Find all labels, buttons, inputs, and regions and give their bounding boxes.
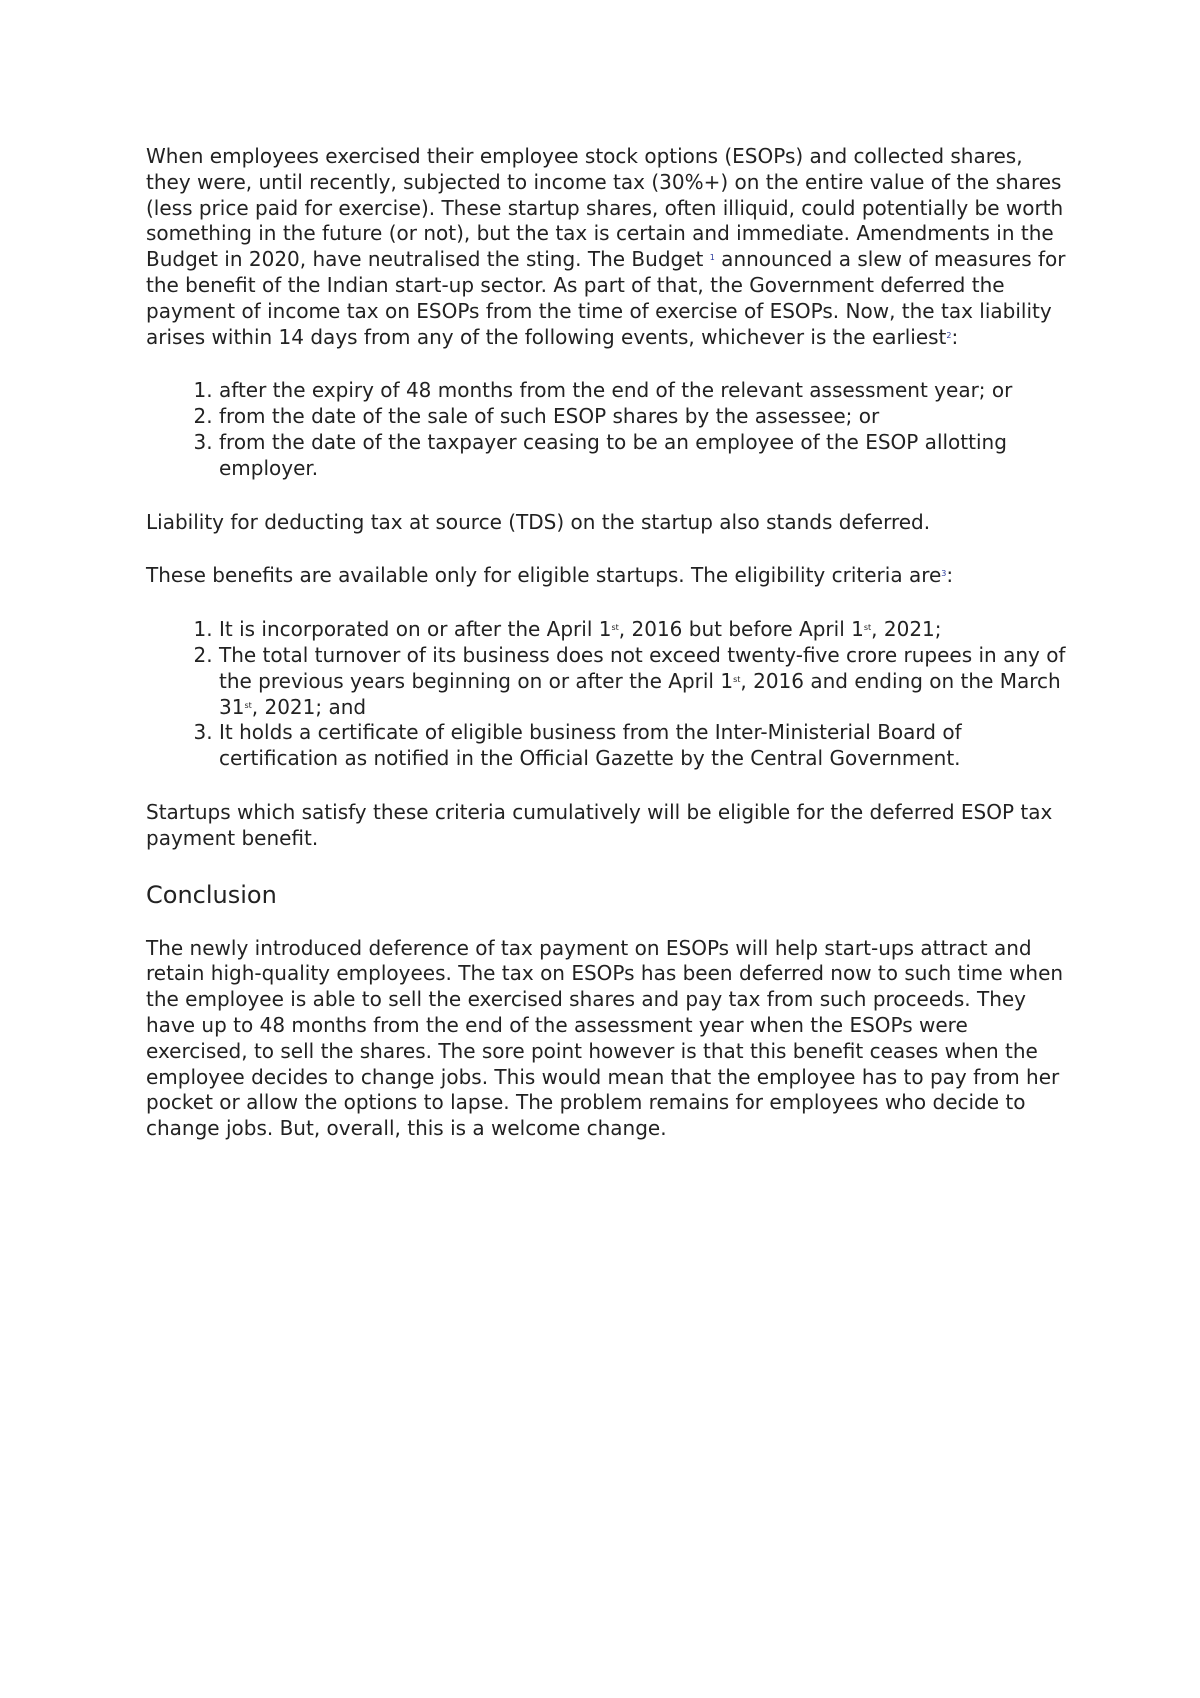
list-item: 1. after the expiry of 48 months from the end of the relevant assessment year; or [219,378,1071,404]
eligibility-criteria-list [146,617,1071,772]
list-item: 3. It holds a certificate of eligible business from the Inter-Ministerial Board of certification as notified in the Official Gazette by the Central Government. [219,720,1071,772]
criteria-1-text-a: It is incorporated on or after the April 1 [219,617,612,642]
conclusion-heading: Conclusion [146,880,277,909]
tax-events-list [146,378,1071,481]
list-item [219,643,1071,720]
list-item: 2. from the date of the sale of such ESOP shares by the assessee; or [219,404,1071,430]
list-item [219,617,1071,643]
startups-paragraph: Startups which satisfy these criteria cumulatively will be eligible for the deferred ESOP tax payment benefit. [146,799,1053,850]
conclusion-paragraph: The newly introduced deference of tax payment on ESOPs will help start-ups attract and retain high-quality employees. The tax on ESOPs has been deferred now to such time when the employee is able to sell the exercised shares and pay tax from such proceeds. They have up to 48 months from the end of the assessment year when the ESOPs were exercised, to sell the shares. The sore point however is that this benefit ceases when the employee decides to change jobs. This would mean that the employee has to pay from her pocket or allow the options to lapse. The problem remains for employees who decide to change jobs. But, overall, this is a welcome change. [146,935,1064,1141]
eligibility-intro-paragraph [146,563,1071,589]
intro-text-part1: When employees exercised their employee stock options (ESOPs) and collected shares, they were, until recently, subjected to income tax (30%+) on the entire value of the shares (less price paid for exercise). These startup shares, often illiquid, could potentially be worth something in the future (or not), but the tax is certain and immediate. Amendments in the Budget in 2020, have neutralised the sting. The Budget [146,144,1064,272]
intro-text-part3: : [951,324,959,349]
list-item: 3. from the date of the taxpayer ceasing to be an employee of the ESOP allotting employer. [219,430,1071,482]
ordinal-suffix: st [863,623,872,633]
ordinal-suffix: st [733,674,741,684]
ordinal-suffix: st [611,623,619,633]
criteria-2-text-b: , 2016 and ending on the March 31 [219,668,1061,719]
criteria-1-text-c: , 2021; [871,617,942,642]
intro-text-part2: announced a slew of measures for the benefit of the Indian start-up sector. As part of that, the Government deferred the payment of income tax on ESOPs from the time of exercise of ESOPs. Now, the tax liability arises within 14 days from any of the following events, whichever is the earliest [146,247,1066,349]
criteria-2-text-c: , 2021; and [251,694,367,719]
tds-paragraph: Liability for deducting tax at source (TDS) on the startup also stands deferred. [146,509,931,534]
footnote-ref-3[interactable]: 3 [941,569,947,579]
criteria-1-text-b: , 2016 but before April 1 [618,617,864,642]
criteria-2-text-a: The total turnover of its business does not exceed twenty-five crore rupees in any of the previous years beginning on or after the April 1 [219,642,1066,693]
eligibility-intro-text: These benefits are available only for eligible startups. The eligibility criteria are [146,563,942,588]
footnote-ref-2[interactable]: 2 [946,330,952,340]
footnote-ref-1[interactable]: 1 [709,253,715,263]
eligibility-intro-suffix: : [946,563,954,588]
intro-paragraph [146,144,1071,350]
ordinal-suffix: st [244,700,252,710]
document-page [146,144,1071,1170]
